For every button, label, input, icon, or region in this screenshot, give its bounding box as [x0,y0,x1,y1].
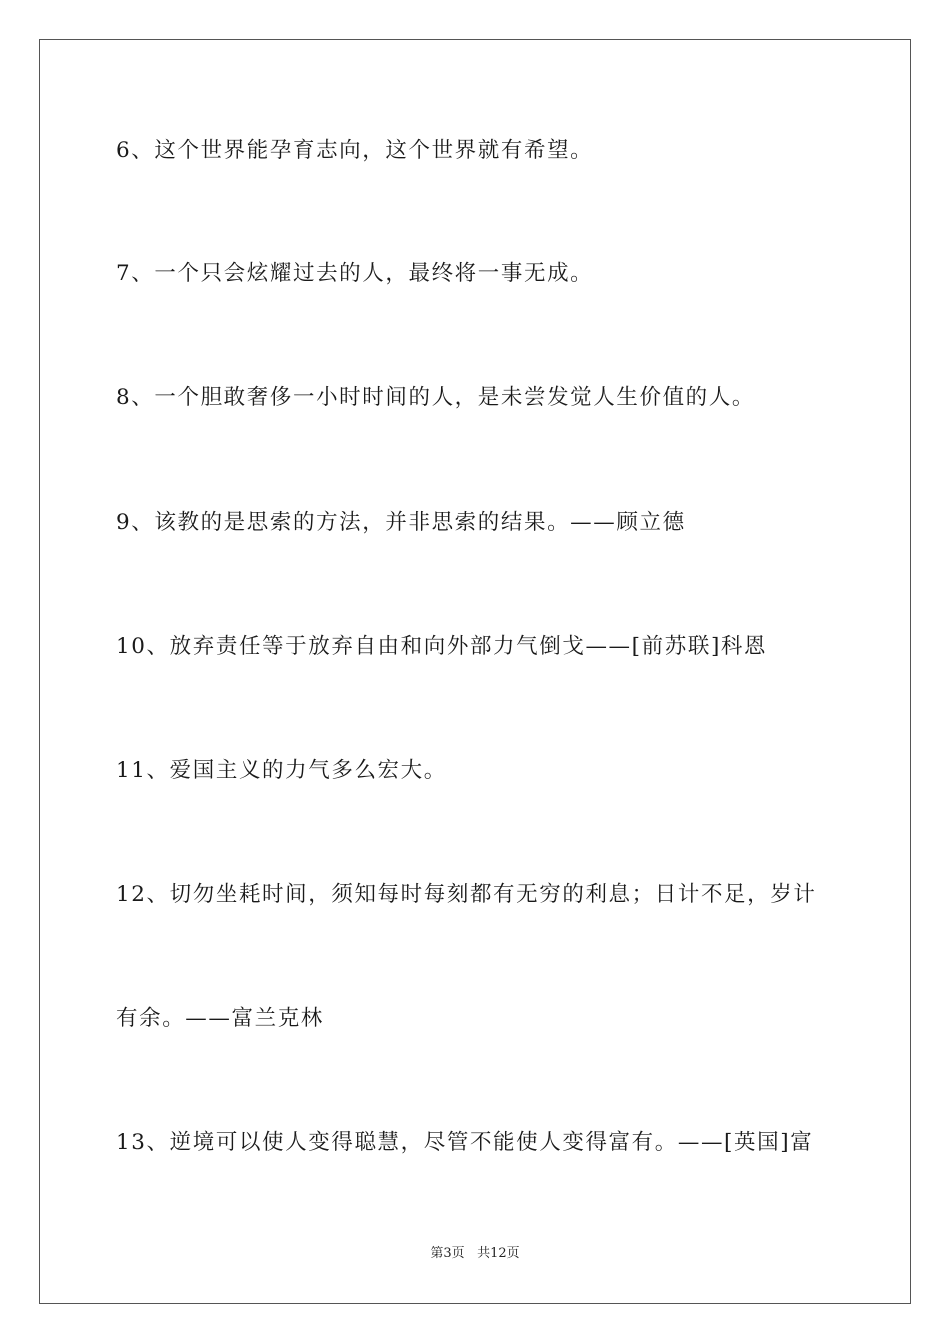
page-total: 共12页 [477,1246,520,1261]
quote-line: 9、该教的是思索的方法，并非思索的结果。——顾立德 [116,510,686,535]
quote-line: 8、一个胆敢奢侈一小时时间的人，是未尝发觉人生价值的人。 [116,385,755,410]
quote-line: 6、这个世界能孕育志向，这个世界就有希望。 [116,138,594,163]
quote-line: 10、放弃责任等于放弃自由和向外部力气倒戈——[前苏联]科恩 [116,634,768,659]
quote-line: 13、逆境可以使人变得聪慧，尽管不能使人变得富有。——[英国]富 [116,1130,814,1155]
page-border [39,39,911,1304]
quote-line: 7、一个只会炫耀过去的人，最终将一事无成。 [116,261,594,286]
quote-line: 12、切勿坐耗时间，须知每时每刻都有无穷的利息；日计不足，岁计 [116,882,817,907]
quote-line-continuation: 有余。——富兰克林 [116,1006,324,1031]
quote-line: 11、爱国主义的力气多么宏大。 [116,758,447,783]
page-number: 第3页 [430,1246,465,1261]
page-footer [0,1245,950,1263]
